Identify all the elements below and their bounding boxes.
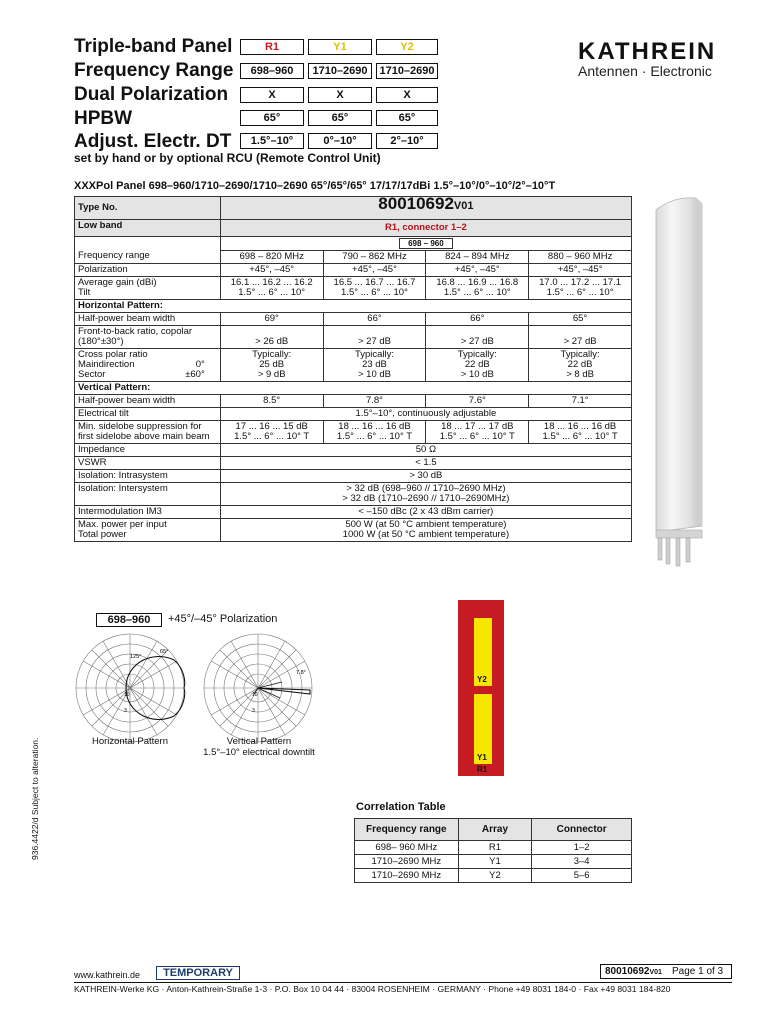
array-label-y1: Y1 [477, 753, 487, 762]
gain-value-4: 17.0 ... 17.2 ... 17.1 [539, 277, 622, 288]
footer-divider [74, 982, 732, 983]
freq-cell-1: 698 – 820 MHz [221, 251, 324, 263]
xpol-sector-3: > 10 dB [460, 369, 494, 380]
lowband-label: Low band [75, 220, 221, 237]
sidelobe-row [75, 421, 632, 444]
etilt-value: 1.5°–10°, continuously adjustable [220, 408, 631, 421]
etilt-row [75, 408, 632, 421]
gain-row [75, 277, 632, 300]
side-note: 936.4422/d Subject to alteration. [30, 737, 40, 860]
iso-inter-values [220, 483, 631, 506]
power-labels [75, 519, 221, 542]
xpol-sector-1: > 9 dB [257, 369, 286, 380]
pattern-title: +45°/–45° Polarization [168, 613, 278, 625]
sidelobe-tilt-3: 1.5° ... 6° ... 10° T [439, 431, 515, 442]
sector-label: Sector [78, 369, 106, 380]
ftb-labels [75, 326, 221, 349]
h-pattern-scale-3: 3 [124, 708, 127, 714]
hpbw-v-row [75, 395, 632, 408]
hpbw-v-4: 7.1° [529, 395, 632, 408]
xpol-row [75, 349, 632, 382]
hpbw-y1: 65° [308, 110, 372, 126]
pol-y2: X [376, 87, 438, 103]
header-label-hpbw: HPBW [74, 108, 133, 129]
page-type-number: 80010692 [605, 966, 650, 977]
correlation-cell: 1710–2690 MHz [355, 855, 459, 869]
freq-cell-2: 790 – 862 MHz [324, 251, 427, 263]
im3-label: Intermodulation IM3 [75, 506, 221, 519]
ftb-label-2: (180°±30°) [78, 336, 124, 347]
sidelobe-value-2: 18 ... 16 ... 16 dB [338, 421, 411, 432]
tilt-y2: 2°–10° [376, 133, 438, 149]
gain-tilt-3: 1.5° ... 6° ... 10° [443, 287, 511, 298]
vswr-row [75, 457, 632, 470]
correlation-title: Correlation Table [356, 801, 446, 813]
gain-4 [529, 277, 632, 300]
table-row [355, 841, 632, 855]
hpbw-y2: 65° [376, 110, 438, 126]
tilt-r1: 1.5°–10° [240, 133, 304, 149]
vertical-pattern-caption-1: Vertical Pattern [226, 736, 292, 747]
vswr-value: < 1.5 [220, 457, 631, 470]
product-title: XXXPol Panel 698–960/1710–2690/1710–2690 65°/65°/65° 17/17/17dBi 1.5°–10°/0°–10°/2°–10°T [74, 180, 556, 192]
xpol-main-2: 23 dB [362, 359, 387, 370]
gain-2 [323, 277, 426, 300]
sidelobe-4 [529, 421, 632, 444]
vertical-pattern-caption [176, 736, 342, 758]
iso-inter-value-1: > 32 dB (698–960 // 1710–2690 MHz) [346, 483, 506, 494]
polarization-1: +45°, –45° [220, 264, 323, 277]
sidelobe-2 [323, 421, 426, 444]
freq-y2: 1710–2690 [376, 63, 438, 79]
freq-r1: 698–960 [240, 63, 304, 79]
power-value-1: 500 W (at 50 °C ambient temperature) [345, 519, 507, 530]
power-label-2: Total power [78, 529, 127, 540]
vertical-pattern-diagram [202, 632, 314, 744]
xpol-typ-3: Typically: [457, 349, 497, 360]
antenna-product-image [652, 196, 712, 571]
sector-angle: ±60° [185, 369, 205, 380]
v-pattern-scale-3: 3 [252, 708, 255, 714]
pol-r1: X [240, 87, 304, 103]
xpol-2 [323, 349, 426, 382]
correlation-cell: 3–4 [532, 855, 632, 869]
kathrein-logo: KATHREIN [578, 38, 717, 65]
vertical-pattern-caption-2: 1.5°–10° electrical downtilt [203, 747, 315, 758]
page-number: Page 1 of 3 [671, 966, 724, 977]
sidelobe-tilt-4: 1.5° ... 6° ... 10° T [542, 431, 618, 442]
impedance-value: 50 Ω [220, 444, 631, 457]
im3-value: < –150 dBc (2 x 43 dBm carrier) [220, 506, 631, 519]
type-row [75, 197, 632, 220]
ftb-row [75, 326, 632, 349]
horizontal-section-row [75, 300, 632, 313]
lowband-connector: R1, connector 1–2 [220, 220, 631, 237]
correlation-cell: R1 [458, 841, 532, 855]
freq-cell-3: 824 – 894 MHz [426, 251, 529, 263]
hpbw-h-1: 69° [220, 313, 323, 326]
vertical-section-row [75, 382, 632, 395]
header-label-frequency: Frequency Range [74, 60, 234, 81]
sidelobe-1 [220, 421, 323, 444]
xpol-main-1: 25 dB [259, 359, 285, 370]
correlation-header-row [355, 819, 632, 841]
iso-inter-label: Isolation: Intersystem [75, 483, 221, 506]
horizontal-section-label: Horizontal Pattern: [75, 300, 632, 313]
etilt-label: Electrical tilt [75, 408, 221, 421]
type-number [220, 194, 631, 220]
correlation-header-frequency: Frequency range [355, 819, 459, 841]
iso-intra-row [75, 470, 632, 483]
iso-intra-value: > 30 dB [220, 470, 631, 483]
hpbw-h-3: 66° [426, 313, 529, 326]
xpol-3 [426, 349, 529, 382]
correlation-cell: 698– 960 MHz [355, 841, 459, 855]
xpol-labels [75, 349, 221, 382]
correlation-cell: 1710–2690 MHz [355, 869, 459, 883]
footer-address: KATHREIN-Werke KG · Anton-Kathrein-Straße 1-3 · P.O. Box 10 04 44 · 83004 ROSENHEIM · GERMANY · Phone +49 8031 184-0 · Fax +49 8031 184-820 [74, 984, 671, 994]
brand-tagline: Antennen · Electronic [578, 63, 712, 79]
lowband-range-tag: 698 – 960 [399, 238, 453, 249]
correlation-cell: Y2 [458, 869, 532, 883]
gain-tilt-4: 1.5° ... 6° ... 10° [546, 287, 614, 298]
ftb-1: > 26 dB [220, 326, 323, 349]
tilt-y1: 0°–10° [308, 133, 372, 149]
polarization-4: +45°, –45° [529, 264, 632, 277]
band-y2-tag: Y2 [376, 39, 438, 55]
correlation-cell: Y1 [458, 855, 532, 869]
spec-table [74, 196, 632, 542]
power-value-2: 1000 W (at 50 °C ambient temperature) [342, 529, 510, 540]
sidelobe-tilt-1: 1.5° ... 6° ... 10° T [234, 431, 310, 442]
xpol-main-3: 22 dB [464, 359, 490, 370]
lowband-row [75, 220, 632, 237]
xpol-label: Cross polar ratio [78, 349, 148, 360]
sidelobe-3 [426, 421, 529, 444]
xpol-1 [220, 349, 323, 382]
sidelobe-tilt-2: 1.5° ... 6° ... 10° T [336, 431, 413, 442]
pattern-band-tag: 698–960 [96, 613, 162, 627]
gain-1 [220, 277, 323, 300]
gain-labels [75, 277, 221, 300]
polarization-row [75, 264, 632, 277]
hpbw-h-2: 66° [323, 313, 426, 326]
gain-3 [426, 277, 529, 300]
hpbw-v-1: 8.5° [220, 395, 323, 408]
xpol-typ-4: Typically: [560, 349, 600, 360]
type-number-main: 80010692 [378, 194, 454, 213]
array-label-r1: R1 [477, 765, 488, 774]
xpol-typ-2: Typically: [354, 349, 395, 360]
header-label-tilt: Adjust. Electr. DT [74, 131, 232, 152]
h-pattern-angle-125: 125° [130, 654, 142, 660]
maindir-angle: 0° [195, 359, 205, 370]
polarization-2: +45°, –45° [323, 264, 426, 277]
freq-y1: 1710–2690 [308, 63, 372, 79]
gain-value-3: 16.8 ... 16.9 ... 16.8 [436, 277, 519, 288]
xpol-sector-2: > 10 dB [357, 369, 391, 380]
band-r1-tag: R1 [240, 39, 304, 55]
table-row [355, 855, 632, 869]
v-pattern-scale-10: 10 [252, 692, 258, 698]
iso-inter-value-2: > 32 dB (1710–2690 // 1710–2690MHz) [342, 493, 510, 504]
hpbw-v-2: 7.8° [323, 395, 426, 408]
impedance-label: Impedance [75, 444, 221, 457]
type-label: Type No. [75, 197, 221, 220]
power-label-1: Max. power per input [78, 519, 167, 530]
iso-inter-row [75, 483, 632, 506]
header-label-panel: Triple-band Panel [74, 36, 233, 57]
temporary-badge: TEMPORARY [156, 966, 240, 980]
correlation-cell: 1–2 [532, 841, 632, 855]
hpbw-r1: 65° [240, 110, 304, 126]
band-y1-tag: Y1 [308, 39, 372, 55]
xpol-typ-1: Typically: [252, 349, 292, 360]
hpbw-h-4: 65° [529, 313, 632, 326]
header-subtitle: set by hand or by optional RCU (Remote Control Unit) [74, 151, 381, 165]
ftb-2: > 27 dB [323, 326, 426, 349]
sidelobe-label-1: Min. sidelobe suppression for [78, 421, 202, 432]
gain-label: Average gain (dBi) [78, 277, 157, 288]
ftb-label-1: Front-to-back ratio, copolar [78, 326, 193, 337]
pol-y1: X [308, 87, 372, 103]
h-pattern-angle-65: 65° [160, 649, 169, 655]
frequency-label: Frequency range [75, 237, 221, 264]
correlation-cell: 5–6 [532, 869, 632, 883]
h-pattern-scale-10: 10 [124, 692, 130, 698]
horizontal-pattern-diagram [74, 632, 186, 744]
vertical-section-label: Vertical Pattern: [75, 382, 632, 395]
gain-tilt-1: 1.5° ... 6° ... 10° [238, 287, 306, 298]
hpbw-h-row [75, 313, 632, 326]
sidelobe-labels [75, 421, 221, 444]
footer-url-link[interactable]: www.kathrein.de [74, 970, 141, 980]
sidelobe-value-1: 17 ... 16 ... 15 dB [235, 421, 308, 432]
maindir-label: Maindirection [78, 359, 135, 370]
frequency-cells [220, 237, 631, 264]
correlation-header-connector: Connector [532, 819, 632, 841]
xpol-4 [529, 349, 632, 382]
correlation-table [354, 818, 632, 883]
iso-intra-label: Isolation: Intrasystem [75, 470, 221, 483]
xpol-sector-4: > 8 dB [566, 369, 594, 380]
power-row [75, 519, 632, 542]
gain-tilt-2: 1.5° ... 6° ... 10° [341, 287, 408, 298]
power-values [220, 519, 631, 542]
sidelobe-label-2: first sidelobe above main beam [78, 431, 210, 442]
sidelobe-value-4: 18 ... 16 ... 16 dB [543, 421, 617, 432]
im3-row [75, 506, 632, 519]
frequency-row [75, 237, 632, 264]
polarization-3: +45°, –45° [426, 264, 529, 277]
page-indicator [600, 964, 732, 979]
freq-cell-4: 880 – 960 MHz [547, 251, 613, 262]
hpbw-v-3: 7.6° [426, 395, 529, 408]
page-type-suffix: V01 [649, 969, 662, 976]
array-label-y2: Y2 [477, 675, 487, 684]
hpbw-v-label: Half-power beam width [75, 395, 221, 408]
polarization-label: Polarization [75, 264, 221, 277]
sidelobe-value-3: 18 ... 17 ... 17 dB [441, 421, 514, 432]
table-row [355, 869, 632, 883]
ftb-4: > 27 dB [529, 326, 632, 349]
xpol-main-4: 22 dB [567, 359, 593, 370]
horizontal-pattern-caption: Horizontal Pattern [91, 736, 169, 747]
gain-value-2: 16.5 ... 16.7 ... 16.7 [333, 277, 416, 288]
vswr-label: VSWR [75, 457, 221, 470]
header-label-polarization: Dual Polarization [74, 84, 229, 105]
v-pattern-angle: 7.8° [296, 670, 306, 676]
hpbw-h-label: Half-power beam width [75, 313, 221, 326]
ftb-3: > 27 dB [426, 326, 529, 349]
gain-value-1: 16.1 ... 16.2 ... 16.2 [230, 277, 313, 288]
tilt-label: Tilt [78, 287, 91, 298]
correlation-header-array: Array [458, 819, 532, 841]
impedance-row [75, 444, 632, 457]
type-number-suffix: V01 [453, 200, 474, 212]
